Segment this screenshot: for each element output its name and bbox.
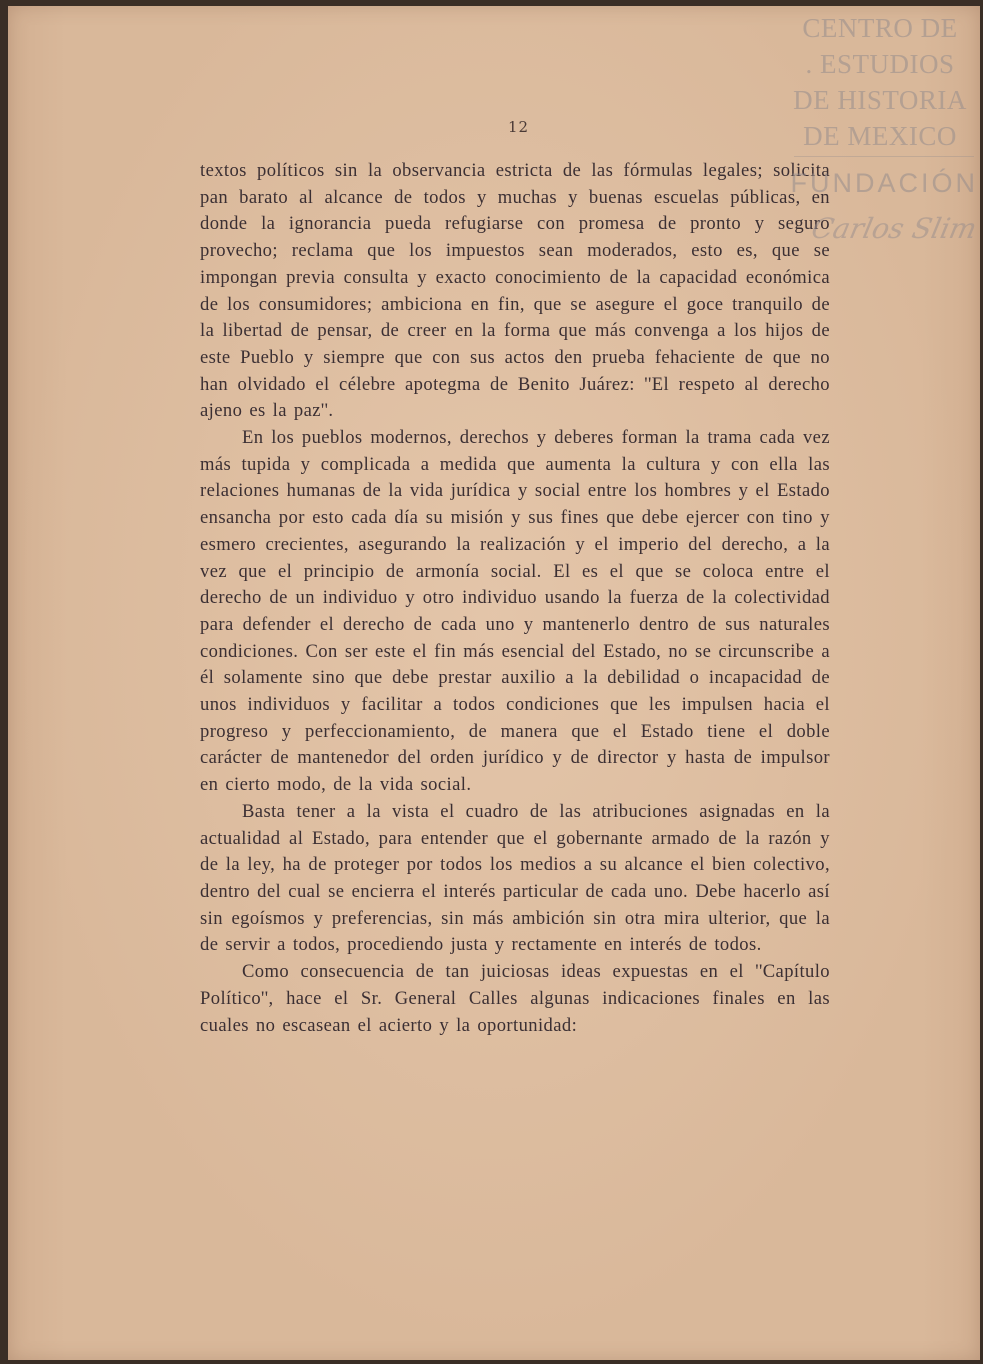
paragraph-consequence: Como consecuencia de tan juiciosas ideas expuestas en el ''Capítulo Político'', hace el Sr. General Calles algunas indicaciones finales en las cuales no escasean el acierto y la oportunidad: <box>200 961 830 1036</box>
watermark-institution <box>790 10 970 154</box>
paragraph-state-attributions: Basta tener a la vista el cuadro de las atribuciones asignadas en la actualidad al Estado, para entender que el gobernante armado de la razón y de la ley, ha de proteger por todos los medios a su alcance el bien colectivo, dentro del cual se encierra el interés particular de cada uno. Debe hacerlo así sin egoísmos y preferencias, sin más ambición sin otra mira ulterior, que la de servir a todos, procediendo justa y rectamente en interés de todos. <box>200 800 830 956</box>
watermark-signature: Carlos Slim <box>808 212 980 245</box>
watermark-divider <box>794 156 974 157</box>
watermark-line: . ESTUDIOS <box>805 49 955 79</box>
document-page <box>8 6 980 1360</box>
paragraph-continuation: textos políticos sin la observancia estricta de las fórmulas legales; solicita pan barato al alcance de todos y muchas y buenas escuelas públicas, en donde la ignorancia pueda refugiarse con promesa de pronto y seguro provecho; reclama que los impuestos sean moderados, esto es, que se impongan previa consulta y exacto conocimiento de la capacidad económica de los consumidores; ambiciona en fin, que se asegure el goce tranquilo de la libertad de pensar, de creer en la forma que más convenga a los hijos de este Pueblo y siempre que con sus actos den prueba fehaciente de que no han olvidado el célebre apotegma de Benito Juárez: ''El respeto al derecho ajeno es la paz''. <box>200 160 830 422</box>
paragraph-modern-peoples: En los pueblos modernos, derechos y deberes forman la trama cada vez más tupida y complicada a medida que aumenta la cultura y con ella las relaciones humanas de la vida jurídica y social entre los hombres y el Estado ensancha por esto cada día su misión y sus fines que debe ejercer con tino y esmero crecientes, asegurando la realización y el imperio del derecho, a la vez que el principio de armonía social. El es el que se coloca entre el derecho de un individuo y otro individuo usando la fuerza de la colectividad para defender el derecho de cada uno y mantenerlo dentro de sus naturales condiciones. Con ser este el fin más esencial del Estado, no se circunscribe a él solamente sino que debe prestar auxilio a la debilidad o incapacidad de unos individuos y facilitar a todos condiciones que les impulsen hacia el progreso y perfeccionamiento, de manera que el Estado tiene el doble carácter de mantenedor del orden jurídico y de director y hasta de impulsor en cierto modo, de la vida social. <box>200 427 830 796</box>
page-number: 12 <box>508 118 530 136</box>
watermark-foundation: FUNDACIÓN <box>790 168 978 198</box>
watermark-line: CENTRO DE <box>802 13 958 43</box>
watermark-line: DE HISTORIA <box>793 85 967 115</box>
body-text <box>200 158 830 1039</box>
archive-watermark <box>790 6 980 166</box>
watermark-line: DE MEXICO <box>803 121 957 151</box>
